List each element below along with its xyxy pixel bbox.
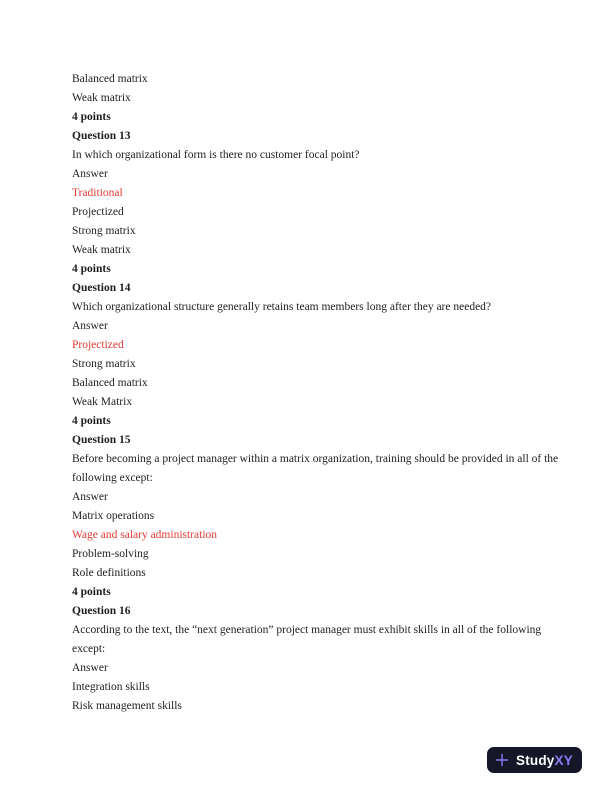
question-text: In which organizational form is there no customer focal point? <box>72 149 360 161</box>
answer-option: Integration skills <box>72 681 150 693</box>
answer-label: Answer <box>72 662 108 674</box>
brand-wordmark <box>516 753 573 768</box>
points-label: 4 points <box>72 263 111 275</box>
question-title: Question 16 <box>72 605 131 617</box>
correct-answer-option: Traditional <box>72 187 123 199</box>
question-title: Question 15 <box>72 434 131 446</box>
question-title: Question 14 <box>72 282 131 294</box>
answer-option: Weak Matrix <box>72 396 133 408</box>
question-text: According to the text, the “next generation” project manager must exhibit skills in all of the following <box>72 624 542 636</box>
studyxy-logo <box>487 747 582 773</box>
points-label: 4 points <box>72 415 111 427</box>
answer-option: Problem-solving <box>72 548 149 560</box>
correct-answer-option: Projectized <box>72 339 124 351</box>
answer-label: Answer <box>72 168 108 180</box>
answer-option: Weak matrix <box>72 244 131 256</box>
correct-answer-option: Wage and salary administration <box>72 529 218 541</box>
question-text: following except: <box>72 472 153 484</box>
answer-option: Risk management skills <box>72 700 182 712</box>
brand-xy: XY <box>554 752 573 768</box>
brand-study: Study <box>516 752 555 768</box>
answer-option: Matrix operations <box>72 510 155 522</box>
plus-icon <box>495 753 509 767</box>
answer-option: Weak matrix <box>72 92 131 104</box>
question-text: Before becoming a project manager within a matrix organization, training should be provided in all of the <box>72 453 559 465</box>
question-text: Which organizational structure generally retains team members long after they are needed? <box>72 301 492 313</box>
points-label: 4 points <box>72 586 111 598</box>
answer-option: Balanced matrix <box>72 73 148 85</box>
answer-label: Answer <box>72 491 108 503</box>
answer-option: Role definitions <box>72 567 146 579</box>
quiz-text-block <box>72 70 559 716</box>
question-title: Question 13 <box>72 130 131 142</box>
answer-option: Strong matrix <box>72 225 136 237</box>
answer-option: Strong matrix <box>72 358 136 370</box>
question-text: except: <box>72 643 106 655</box>
answer-option: Projectized <box>72 206 124 218</box>
answer-label: Answer <box>72 320 108 332</box>
answer-option: Balanced matrix <box>72 377 148 389</box>
points-label: 4 points <box>72 111 111 123</box>
